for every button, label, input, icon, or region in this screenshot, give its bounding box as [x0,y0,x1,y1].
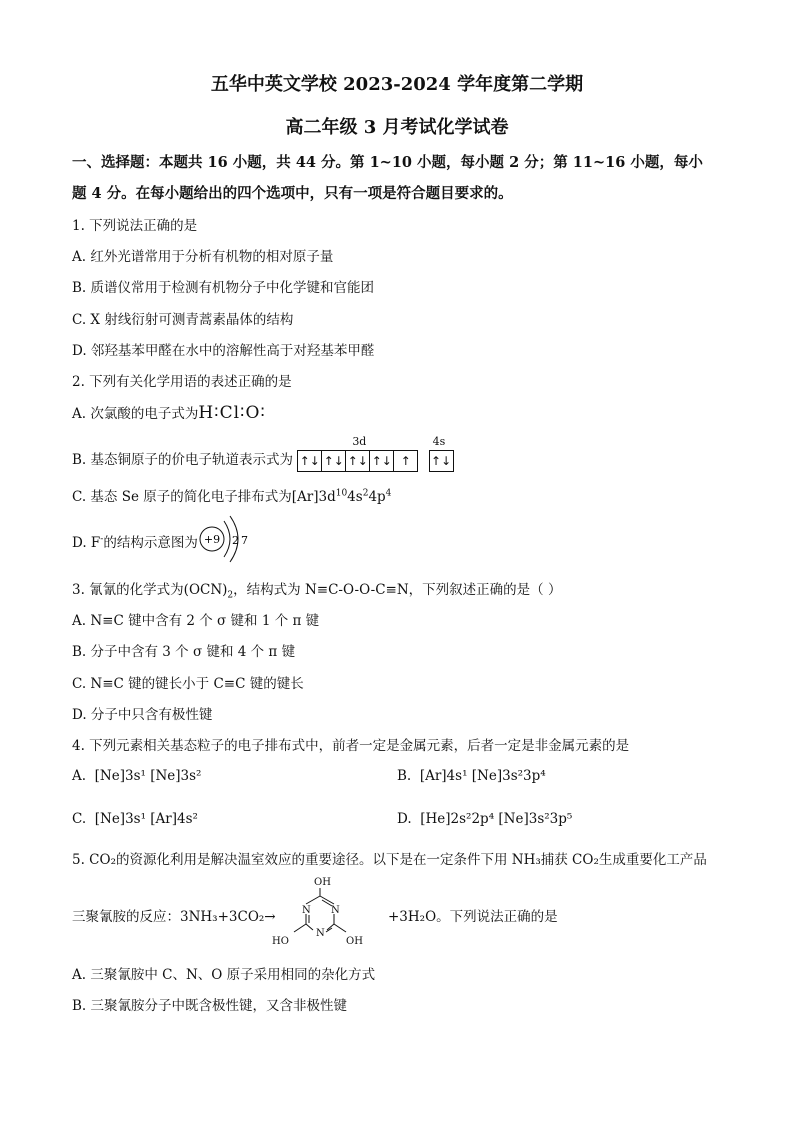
orbital-label-4s: 4s [432,434,446,448]
orbital-boxes-3d [297,450,418,472]
q2-option-a-text: A. 次氯酸的电子式为 [72,406,199,422]
q4-option-a [72,768,201,784]
q2-option-c-mid: 4s [347,489,363,505]
q4-option-b-label: B. [397,768,412,784]
q4-option-b-config: [Ar]4s¹ [Ne]3s²3p⁴ [419,768,546,784]
ring-ho-left: HO [272,936,289,947]
ring-bond [306,924,313,930]
ring-oh-top: OH [314,877,331,888]
superscript: 2 [362,488,369,499]
superscript: 10 [335,488,348,499]
q4-stem: 4. 下列元素相关基态粒子的电子排布式中，前者一定是金属元素，后者一定是非金属元素的是 [72,738,630,754]
fluoride-structure-diagram [196,513,256,565]
superscript: 4 [385,488,392,499]
q2-option-d-suffix: 的结构示意图为 [103,535,198,551]
q4-option-a-config: [Ne]3s¹ [Ne]3s² [94,768,202,784]
q1-option-c: C. X 射线衍射可测青蒿素晶体的结构 [72,312,294,328]
subscript: 2 [227,590,234,601]
ring-oh-right: OH [346,936,363,947]
superscript: - [100,534,104,545]
q4-option-a-label: A. [72,768,87,784]
ring-n-right: N [331,905,340,916]
q4-option-d-label: D. [397,811,412,827]
q3-option-c: C. N≡C 键的键长小于 C≡C 键的键长 [72,676,304,692]
q4-option-d [397,811,572,827]
section-instructions-line1: 一、选择题：本题共 16 小题，共 44 分。第 1~10 小题，每小题 2 分；第 11~16 小题，每小 [72,154,703,171]
q3-option-b: B. 分子中含有 3 个 σ 键和 4 个 π 键 [72,644,296,660]
q3-option-d: D. 分子中只含有极性键 [72,707,213,723]
q2-stem: 2. 下列有关化学用语的表述正确的是 [72,374,292,390]
q3-stem-b: ，结构式为 N≡C-O-O-C≡N，下列叙述正确的是（ ） [233,582,562,598]
q2-option-b [72,434,454,472]
q4-option-b [397,768,546,784]
q2-option-c-text: C. 基态 Se 原子的简化电子排布式为[Ar]3d [72,489,336,505]
section-instructions-line2: 题 4 分。在每小题给出的四个选项中，只有一项是符合题目要求的。 [72,185,513,202]
q4-option-d-config: [He]2s²2p⁴ [Ne]3s²3p⁵ [420,811,573,827]
orbital-diagram-4s [429,434,454,472]
q2-option-d [72,531,198,551]
q5-option-a: A. 三聚氰胺中 C、N、O 原子采用相同的杂化方式 [72,967,376,983]
q5-stem-line1: 5. CO₂的资源化利用是解决温室效应的重要途径。以下是在一定条件下用 NH₃捕获 CO₂生成重要化工产品 [72,852,707,868]
cyanuric-acid-structure [262,874,372,950]
orbital-boxes-4s [429,450,454,472]
q3-option-a: A. N≡C 键中含有 2 个 σ 键和 1 个 π 键 [72,613,320,629]
q2-option-d-text: D. F [72,535,101,551]
orbital-box: ↑ [400,453,411,468]
q3-stem [72,578,561,601]
q3-stem-a: 3. 氰氰的化学式为(OCN) [72,582,228,598]
bond-left-oh [294,924,306,932]
orbital-diagram-3d [297,434,418,472]
shell-arc-1 [224,521,230,557]
ring-n-bottom: N [316,928,325,939]
q2-option-a [72,402,266,423]
nucleus-charge: +9 [203,533,221,546]
orbital-label-3d: 3d [352,434,367,448]
q5-option-b: B. 三聚氰胺分子中既含极性键，又含非极性键 [72,998,348,1014]
exam-title-line1: 五华中英文学校 2023-2024 学年度第二学期 [210,74,584,95]
q5-stem-line2b: +3H₂O。下列说法正确的是 [388,909,558,925]
q1-option-b: B. 质谱仪常用于检测有机物分子中化学键和官能团 [72,280,375,296]
q4-option-c-config: [Ne]3s¹ [Ar]4s² [94,811,198,827]
q2-option-c-end: 4p [368,489,386,505]
ring-bond [306,896,320,904]
q2-option-b-text: B. 基态铜原子的价电子轨道表示式为 [72,452,294,468]
q4-option-c-label: C. [72,811,87,827]
shell-electrons-2: 7 [241,534,248,547]
q1-option-a: A. 红外光谱常用于分析有机物的相对原子量 [72,249,334,265]
orbital-box: ↑↓ [322,451,346,471]
q5-stem-line2a: 三聚氰胺的反应：3NH₃+3CO₂→ [72,909,276,925]
exam-title-line2: 高二年级 3 月考试化学试卷 [285,117,509,138]
hclo-electron-formula: H∶Cl∶O∶ [198,403,266,423]
q2-option-c [72,485,391,505]
bond-right-oh [334,924,346,932]
q1-stem: 1. 下列说法正确的是 [72,218,198,234]
shell-electrons-1: 2 [232,534,239,547]
orbital-box: ↑↓ [370,451,394,471]
orbital-box: ↑↓ [431,453,452,468]
orbital-box: ↑↓ [346,451,370,471]
orbital-box: ↑↓ [298,451,322,471]
q4-option-c [72,811,198,827]
q1-option-d: D. 邻羟基苯甲醛在水中的溶解性高于对羟基苯甲醛 [72,343,375,359]
ring-n-left: N [302,905,311,916]
